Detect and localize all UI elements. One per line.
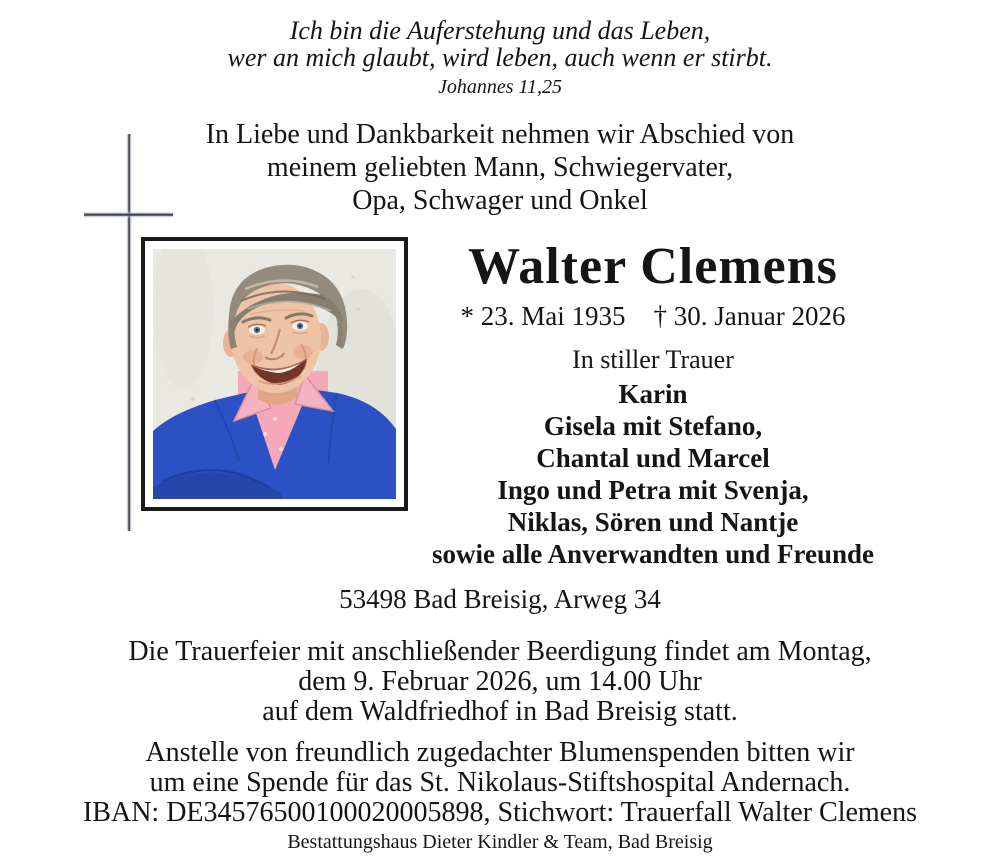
mourners-list <box>412 378 894 570</box>
birth-date: * 23. Mai 1935 <box>460 301 626 331</box>
funeral-details <box>0 637 1000 727</box>
mourner-line: Niklas, Sören und Nantje <box>507 507 799 537</box>
donation-line: um eine Spende für das St. Nikolaus-Stiftshospital Andernach. <box>149 767 851 798</box>
mourner-line: sowie alle Anverwandten und Freunde <box>431 539 875 569</box>
funeral-line: Die Trauerfeier mit anschließender Beerdigung findet am Montag, <box>128 636 872 667</box>
portrait-photo <box>141 237 408 511</box>
memorial-column <box>412 240 894 570</box>
mourner-line: Gisela mit Stefano, <box>543 411 763 441</box>
mourner-line: Ingo und Petra mit Svenja, <box>497 475 809 505</box>
funeral-line: dem 9. Februar 2026, um 14.00 Uhr <box>298 666 702 697</box>
quote-line: Ich bin die Auferstehung und das Leben, <box>289 16 711 45</box>
intro-paragraph <box>0 118 1000 217</box>
intro-line: In Liebe und Dankbarkeit nehmen wir Abschied von <box>205 119 795 150</box>
death-date: † 30. Januar 2026 <box>653 301 846 331</box>
cross-icon <box>126 134 132 531</box>
quote-source: Johannes 11,25 <box>437 76 563 98</box>
quote-line: wer an mich glaubt, wird leben, auch wenn er stirbt. <box>227 43 773 72</box>
funeral-line: auf dem Waldfriedhof in Bad Breisig statt. <box>262 696 738 727</box>
life-dates <box>412 303 894 330</box>
intro-line: Opa, Schwager und Onkel <box>352 185 648 216</box>
portrait-illustration <box>153 249 396 499</box>
mourning-heading: In stiller Trauer <box>572 345 734 374</box>
home-address: 53498 Bad Breisig, Arweg 34 <box>339 584 661 614</box>
mourner-line: Chantal und Marcel <box>536 443 770 473</box>
scripture-quote <box>0 17 1000 98</box>
deceased-name: Walter Clemens <box>468 238 838 295</box>
funeral-home-credit: Bestattungshaus Dieter Kindler & Team, Bad Breisig <box>287 831 713 853</box>
cross-icon <box>84 211 173 218</box>
donation-request <box>0 738 1000 828</box>
donation-line: IBAN: DE34576500100020005898, Stichwort: Trauerfall Walter Clemens <box>82 797 918 828</box>
mourner-line: Karin <box>618 379 688 409</box>
intro-line: meinem geliebten Mann, Schwiegervater, <box>266 152 734 183</box>
donation-line: Anstelle von freundlich zugedachter Blumenspenden bitten wir <box>145 737 855 768</box>
